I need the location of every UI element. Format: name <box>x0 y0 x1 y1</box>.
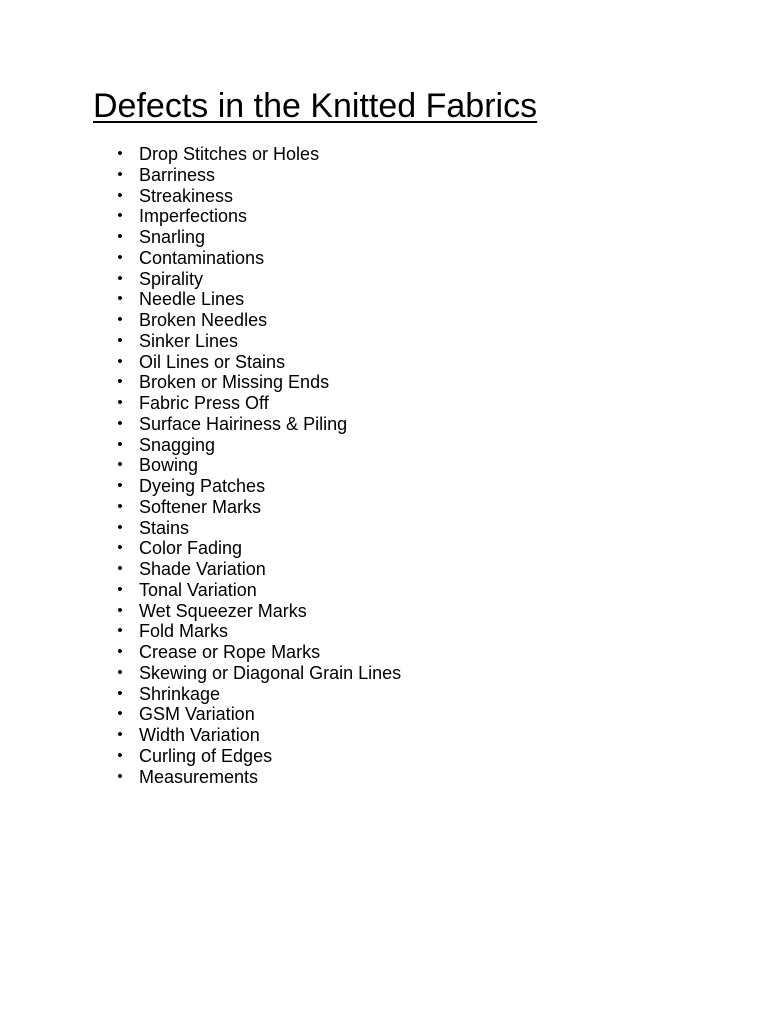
list-item-text: Surface Hairiness & Piling <box>139 413 348 434</box>
list-item-text: Width Variation <box>139 725 260 745</box>
list-item-text: Color Fading <box>139 538 243 559</box>
list-item-text: Drop Stitches or Holes <box>139 144 320 164</box>
list-item-text: Stains <box>139 517 190 538</box>
list-item-text: Shrinkage <box>139 683 221 704</box>
list-item-text: Contaminations <box>139 247 265 268</box>
list-item-text: Softener Marks <box>139 496 262 517</box>
list-item-text: Snarling <box>139 227 206 247</box>
bullet-icon: • <box>117 539 123 557</box>
bullet-icon: • <box>117 705 123 723</box>
bullet-icon: • <box>117 228 123 245</box>
bullet-icon: • <box>117 331 123 349</box>
list-item-text: Skewing or Diagonal Grain Lines <box>139 662 402 683</box>
bullet-icon: • <box>117 207 123 225</box>
list-item-text: Streakiness <box>139 185 234 206</box>
list-item-text: Crease or Rope Marks <box>139 642 321 662</box>
list-item-text: Broken or Missing Ends <box>139 372 330 393</box>
bullet-icon: • <box>117 165 123 183</box>
bullet-icon: • <box>117 746 123 764</box>
bullet-icon: • <box>117 414 123 432</box>
list-item-text: Snagging <box>139 434 216 455</box>
bullet-icon: • <box>117 456 123 474</box>
bullet-icon: • <box>117 311 123 328</box>
bullet-icon: • <box>117 352 123 370</box>
bullet-icon: • <box>117 145 123 162</box>
list-item-text: Barriness <box>139 164 216 185</box>
list-item-text: Broken Needles <box>139 310 268 330</box>
list-item-text: Tonal Variation <box>139 579 257 600</box>
list-item-text: Bowing <box>139 455 199 476</box>
page-title: Defects in the Knitted Fabrics <box>93 87 538 125</box>
bullet-icon: • <box>117 622 123 640</box>
list-item-text: Dyeing Patches <box>139 476 266 496</box>
bullet-icon: • <box>117 560 123 577</box>
bullet-icon: • <box>117 663 123 681</box>
bullet-icon: • <box>117 767 123 785</box>
bullet-icon: • <box>117 248 123 266</box>
bullet-icon: • <box>117 290 123 308</box>
bullet-icon: • <box>117 518 123 536</box>
list-item-text: Sinker Lines <box>139 330 239 351</box>
bullet-icon: • <box>117 269 123 287</box>
list-item-text: Fold Marks <box>139 621 229 642</box>
bullet-icon: • <box>117 435 123 453</box>
list-item-text: Spirality <box>139 268 204 289</box>
list-item-text: Shade Variation <box>139 559 266 579</box>
bullet-icon: • <box>117 394 123 411</box>
bullet-icon: • <box>117 186 123 204</box>
bullet-icon: • <box>117 684 123 702</box>
list-item-text: GSM Variation <box>139 704 255 725</box>
list-item-text: Wet Squeezer Marks <box>139 600 307 621</box>
list-item-text: Fabric Press Off <box>139 393 269 413</box>
bullet-icon: • <box>117 643 123 660</box>
bullet-icon: • <box>117 601 123 619</box>
bullet-icon: • <box>117 726 123 743</box>
list-item-text: Imperfections <box>139 206 248 227</box>
list-item-text: Measurements <box>139 766 259 787</box>
bullet-icon: • <box>117 477 123 494</box>
bullet-icon: • <box>117 497 123 515</box>
list-item-text: Needle Lines <box>139 289 245 310</box>
list-item-text: Curling of Edges <box>139 745 273 766</box>
list-item-text: Oil Lines or Stains <box>139 351 286 372</box>
bullet-icon: • <box>117 580 123 598</box>
bullet-icon: • <box>117 373 123 391</box>
